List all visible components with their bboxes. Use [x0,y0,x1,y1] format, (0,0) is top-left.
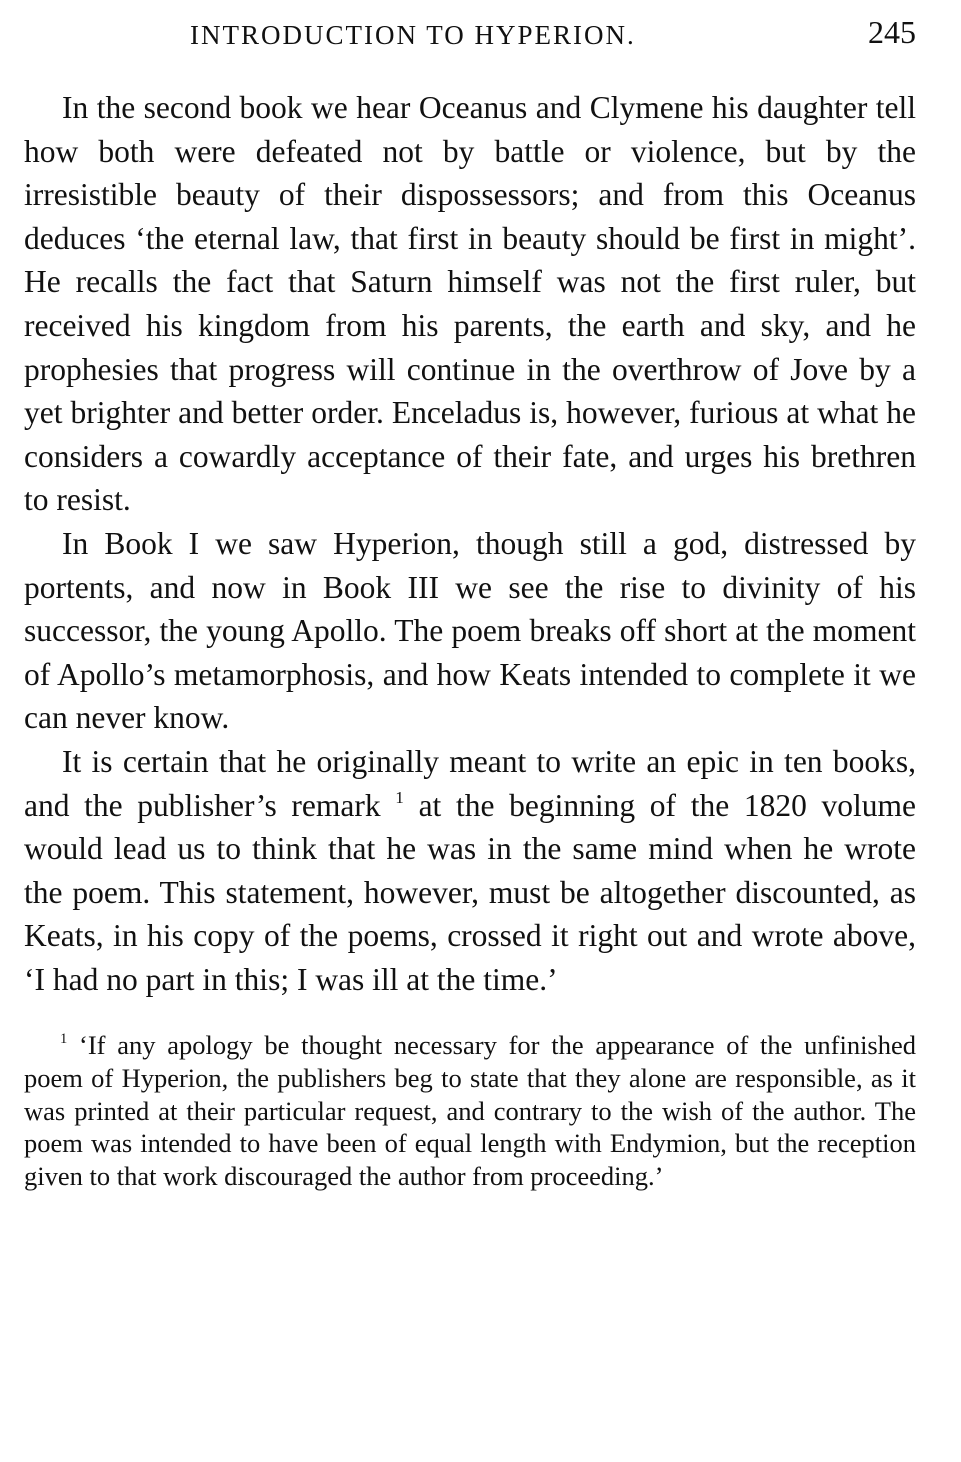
footnote-1 [24,1029,916,1192]
paragraph-3 [24,740,916,1002]
paragraph-2: In Book I we saw Hyperion, though still a god, distressed by portents, and now in Book III we see the rise to divinity of his successor, the young Apollo. The poem breaks off short at the moment of Apollo’s metamorphosis, and how Keats intended to complete it we can never know. [24,525,916,736]
footnote-marker: 1 [60,1031,68,1048]
footnote-text: ‘If any apology be thought necessary for the appearance of the unfinished poem of Hyperion, the publishers beg to state that they alone are responsible, as it was printed at their particular request, and contrary to the wish of the author. The poem was intended to have been of equal length with Endymion, but the reception given to that work discouraged the author from proceeding.’ [24,1030,917,1191]
book-page [24,14,916,1192]
body-text [24,86,916,1001]
paragraph-1: In the second book we hear Oceanus and Clymene his daughter tell how both were defeated not by battle or violence, but by the irresistible beauty of their dispossessors; and from this Oceanus deduces ‘the eternal law, that first in beauty should be first in might’. He recalls the fact that Saturn himself was not the first ruler, but received his kingdom from his parents, the earth and sky, and he prophesies that progress will continue in the overthrow of Jove by a yet brighter and better order. Enceladus is, however, furious at what he considers a cowardly acceptance of their fate, and urges his brethren to resist. [24,90,916,518]
footnote-reference[interactable]: 1 [395,787,404,807]
running-head [24,14,916,58]
footnotes [24,1029,916,1192]
paragraph-3-text-after-note: at the beginning of the 1820 volume would lead us to think that he was in the same mind when he wrote the poem. This statement, however, must be altogether discounted, as Keats, in his copy of the poems, crossed it right out and wrote above, ‘I had no part in this; I was ill at the time.’ [24,787,916,997]
running-title: INTRODUCTION TO HYPERION. [190,20,636,50]
page-number: 245 [868,14,916,50]
paragraph-3-text-before-note: It is certain that he originally meant to write an epic in ten books, and the publisher’s remark [24,743,916,823]
